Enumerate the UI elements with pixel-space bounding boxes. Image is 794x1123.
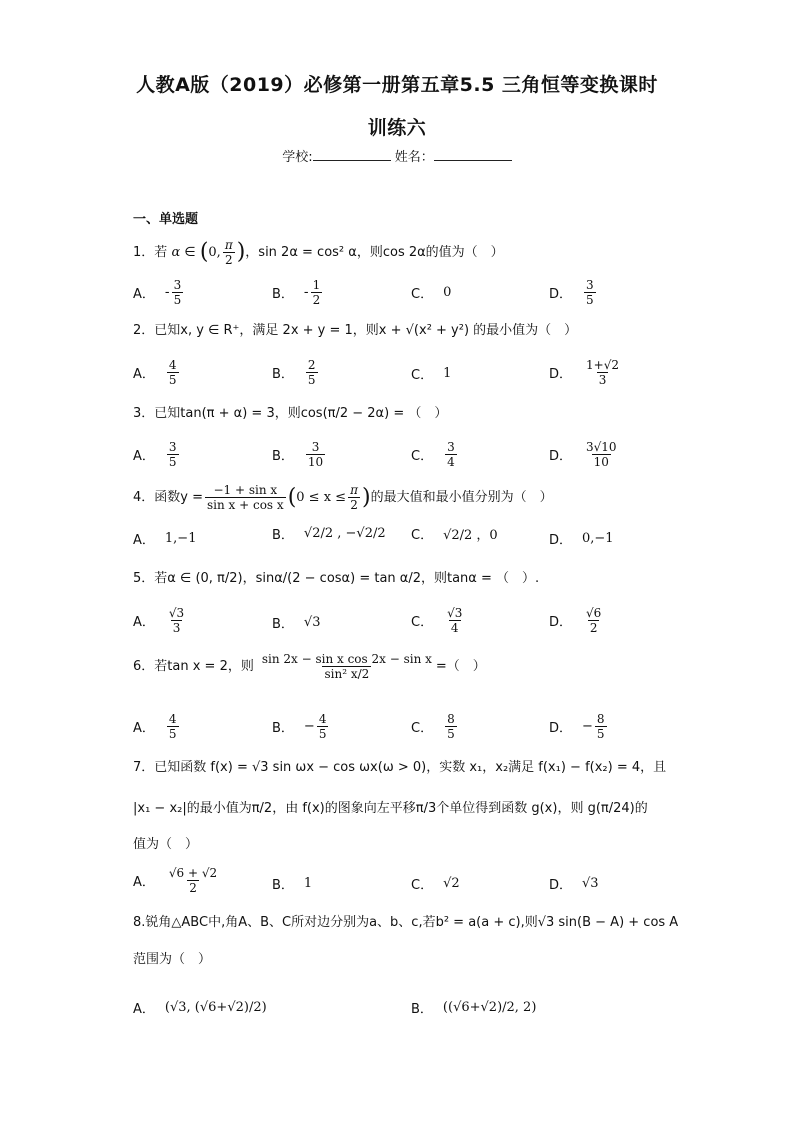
question-2: 2．已知x, y ∈ R⁺，满足 2x + y = 1，则x + √(x² + y²) 的最小值为（ ） <box>133 323 578 338</box>
name-blank[interactable] <box>434 148 512 161</box>
option-a[interactable]: A． $\frac{4}{5}$ <box>133 358 177 387</box>
option-d[interactable]: D． √3 <box>549 876 599 893</box>
option-b[interactable]: B． √2/2 , −√2/2 <box>272 526 386 543</box>
question-4: 4． 函数y = $\frac{\text{−1 + sin x}}{\text{sin x + cos x}}$ ( 0 ≤ x ≤ $\frac{\pi}{2}$ ) 的最大值和最小值分别为（ ） <box>133 483 553 512</box>
option-a[interactable]: A． $\frac{√3}{3}$ <box>133 606 185 635</box>
option-d[interactable]: D． − $\frac{8}{5}$ <box>549 712 605 741</box>
question-8: 8.锐角△ABC中,角A、B、C所对边分别为a、b、c,若b² = a(a + c),则√3 sin(B − A) + cos A <box>133 915 679 930</box>
option-b[interactable]: B． $\frac{3}{10}$ <box>272 440 324 469</box>
option-c[interactable]: C． √2 <box>411 876 460 893</box>
option-c[interactable]: C． 1 <box>411 366 452 383</box>
option-a[interactable]: A． $\frac{√6 + √2}{2}$ <box>133 866 218 895</box>
question-5: 5．若α ∈ (0, π/2)，sinα/(2 − cosα) = tan α/2，则tanα = （ ）. <box>133 571 540 586</box>
student-info <box>0 146 794 165</box>
option-b[interactable]: B． − $\frac{4}{5}$ <box>272 712 327 741</box>
school-blank[interactable] <box>313 148 391 161</box>
option-d[interactable]: D． 0,−1 <box>549 531 614 548</box>
option-d[interactable]: D． $\frac{3√10}{10}$ <box>549 440 617 469</box>
section-heading: 一、单选题 <box>133 212 199 227</box>
question-3: 3．已知tan(π + α) = 3，则cos(π/2 − 2α) = （ ） <box>133 406 448 421</box>
option-a[interactable]: A． $\frac{3}{5}$ <box>133 440 177 469</box>
option-a[interactable]: A． - $\frac{3}{5}$ <box>133 278 182 307</box>
option-c[interactable]: C． $\frac{3}{4}$ <box>411 440 455 469</box>
question-7-line2: |x₁ − x₂|的最小值为π/2，由 f(x)的图象向左平移π/3个单位得到函数 g(x)，则 g(π/24)的 <box>133 801 648 816</box>
option-b[interactable]: B． 1 <box>272 876 313 893</box>
question-7-line3: 值为（ ） <box>133 837 199 852</box>
name-label: 姓名： <box>394 150 434 165</box>
page-title: 人教A版（2019）必修第一册第五章5.5 三角恒等变换课时 <box>136 74 658 96</box>
option-d[interactable]: D． $\frac{1+√2}{3}$ <box>549 358 619 387</box>
option-c[interactable]: C． 0 <box>411 285 452 302</box>
option-c[interactable]: C． $\frac{√3}{4}$ <box>411 606 463 635</box>
school-label: 学校: <box>282 150 313 165</box>
option-b[interactable]: B． ((√6+√2)/2, 2) <box>411 1000 537 1017</box>
option-a[interactable]: A． $\frac{4}{5}$ <box>133 712 177 741</box>
option-b[interactable]: B． $\frac{2}{5}$ <box>272 358 316 387</box>
question-6: 6． 若tan x = 2，则 $\frac{\text{sin 2x − sin x cos 2x − sin x}}{\text{sin² x/2}}$ =（ ） <box>133 652 486 681</box>
question-1: 1．若 α ∈ (0, $\frac{\pi}{2}$ )，sin 2α = cos² α，则cos 2α的值为（ ） <box>133 238 504 267</box>
option-a[interactable]: A． (√3, (√6+√2)/2) <box>133 1000 267 1017</box>
option-b[interactable]: B． √3 <box>272 615 321 632</box>
option-d[interactable]: D． $\frac{√6}{2}$ <box>549 606 602 635</box>
option-c[interactable]: C． √2/2 ，0 <box>411 528 498 543</box>
question-7: 7．已知函数 f(x) = √3 sin ωx − cos ωx(ω > 0)，实数 x₁，x₂满足 f(x₁) − f(x₂) = 4，且 <box>133 760 667 775</box>
option-a[interactable]: A． 1,−1 <box>133 531 197 548</box>
question-8-line2: 范围为（ ） <box>133 952 212 967</box>
option-c[interactable]: C． $\frac{8}{5}$ <box>411 712 455 741</box>
option-d[interactable]: D． $\frac{3}{5}$ <box>549 278 594 307</box>
option-b[interactable]: B． - $\frac{1}{2}$ <box>272 278 321 307</box>
page-title-line2: 训练六 <box>367 117 427 139</box>
